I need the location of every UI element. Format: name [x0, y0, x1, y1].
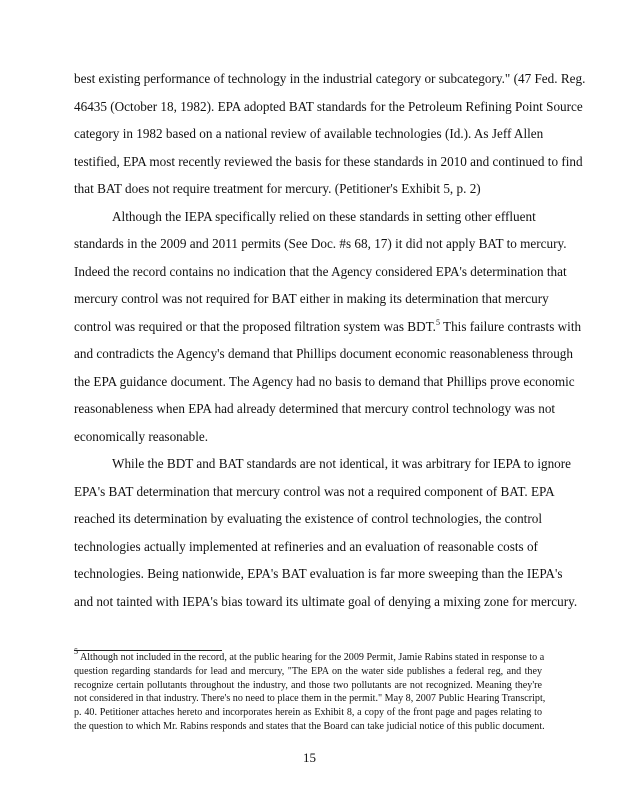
text-line: While the BDT and BAT standards are not identical, it was arbitrary for IEPA to ignore	[112, 456, 572, 471]
footnote-line	[74, 647, 545, 665]
footnote-line: not considered in that industry. There's no need to place them in the permit." May 8, 2007 Public Hearing Transcript,	[74, 693, 546, 705]
text-line: mercury control was not required for BAT either in making its determination that mercury	[74, 291, 549, 306]
text-segment: Although not included in the record, at the public hearing for the 2009 Permit, Jamie Rabins stated in response to a	[78, 652, 545, 663]
text-line: reasonableness when EPA had already determined that mercury control technology was not	[74, 401, 556, 416]
text-line: category in 1982 based on a national review of available technologies (Id.). As Jeff Allen	[74, 126, 544, 141]
footnote-line: the question to which Mr. Rabins responds and states that the Board can take judicial notice of this public document.	[74, 720, 545, 732]
text-line: technologies. Being nationwide, EPA's BAT evaluation is far more sweeping than the IEPA's	[74, 566, 563, 581]
text-line: reached its determination by evaluating the existence of control technologies, the control	[74, 511, 542, 526]
footnote-number: 5	[74, 647, 78, 656]
footnote-line: recognize certain pollutants throughout the industry, and those two pollutants are not recognized. Meaning they're	[74, 679, 542, 691]
text-line: standards in the 2009 and 2011 permits (See Doc. #s 68, 17) it did not apply BAT to mercury.	[74, 236, 567, 251]
text-line: Although the IEPA specifically relied on these standards in setting other effluent	[112, 208, 536, 224]
text-line: Indeed the record contains no indication that the Agency considered EPA's determination that	[74, 263, 567, 279]
footnote-line: p. 40. Petitioner attaches hereto and incorporates herein as Exhibit 8, a copy of the front page and pages relating to	[74, 707, 542, 719]
text-line: and contradicts the Agency's demand that Phillips document economic reasonableness through	[74, 346, 573, 361]
footnote	[74, 647, 546, 734]
footnote-line: question regarding standards for lead and mercury, "The EPA on the water side publishes a federal reg, and they	[74, 665, 542, 677]
text-segment: This failure contrasts with	[439, 318, 582, 334]
text-line: 46435 (October 18, 1982). EPA adopted BAT standards for the Petroleum Refining Point Source	[74, 98, 583, 114]
footnote-reference[interactable]: 5	[435, 317, 440, 327]
text-line: technologies actually implemented at refineries and an evaluation of reasonable costs of	[74, 538, 538, 554]
text-line: the EPA guidance document. The Agency had no basis to demand that Phillips prove economic	[74, 373, 575, 389]
text-line: and not tainted with IEPA's bias toward its ultimate goal of denying a mixing zone for mercury.	[74, 593, 578, 609]
body-text	[74, 69, 586, 619]
page-number: 15	[303, 750, 316, 765]
text-line: best existing performance of technology in the industrial category or subcategory." (47 Fed. Reg.	[74, 71, 586, 86]
text-line: economically reasonable.	[74, 428, 209, 444]
text-line: EPA's BAT determination that mercury control was not a required component of BAT. EPA	[74, 483, 555, 499]
text-segment: control was required or that the proposed filtration system was BDT.	[74, 318, 436, 334]
text-line: that BAT does not require treatment for mercury. (Petitioner's Exhibit 5, p. 2)	[74, 181, 481, 196]
text-line	[74, 317, 582, 345]
text-line: testified, EPA most recently reviewed the basis for these standards in 2010 and continued to find	[74, 153, 583, 169]
